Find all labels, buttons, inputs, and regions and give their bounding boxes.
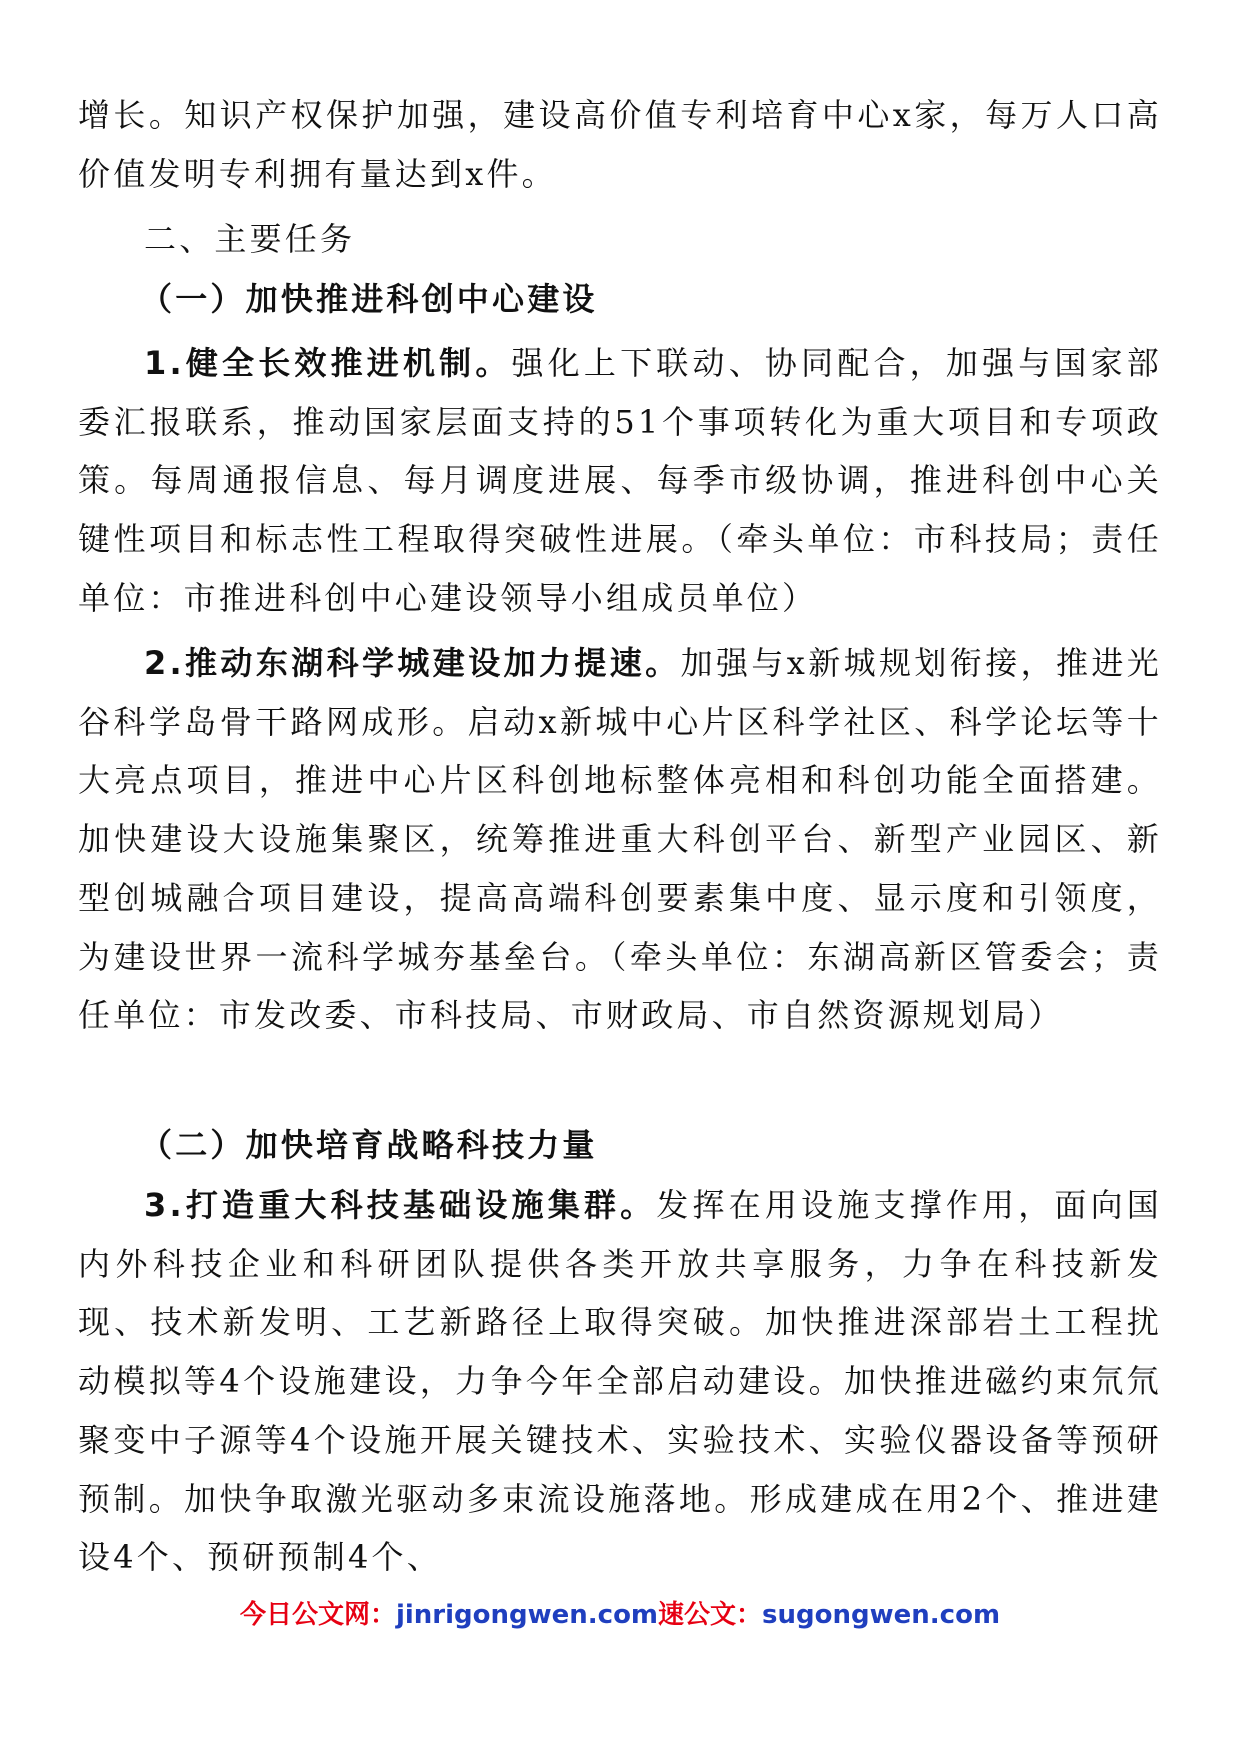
item-3-paragraph <box>78 1176 1162 1587</box>
item-2-paragraph <box>78 634 1162 1045</box>
footer-site2-url[interactable]: sugongwen.com <box>762 1600 1001 1630</box>
subsection-heading-1: （一）加快推进科创中心建设 <box>140 280 598 318</box>
item-1-paragraph <box>78 334 1162 628</box>
item-2-lead: 2.推动东湖科学城建设加力提速。 <box>144 644 681 682</box>
footer-site1-url[interactable]: jinrigongwen.com <box>395 1600 659 1630</box>
item-3-lead: 3.打造重大科技基础设施集群。 <box>144 1186 657 1224</box>
paragraph-continuation: 增长。知识产权保护加强，建设高价值专利培育中心x家，每万人口高价值发明专利拥有量达到x件。 <box>78 96 1162 193</box>
footer-site2-name: 速公文： <box>658 1600 763 1630</box>
subsection-heading-2: （二）加快培育战略科技力量 <box>140 1126 598 1164</box>
footer-site1-name: 今日公文网： <box>239 1600 396 1630</box>
item-1-body: 强化上下联动、协同配合，加强与国家部委汇报联系，推动国家层面支持的51个事项转化为重大项目和专项政策。每周通报信息、每月调度进展、每季市级协调，推进科创中心关键性项目和标志性工程取得突破性进展。（牵头单位：市科技局；责任单位：市推进科创中心建设领导小组成员单位） <box>78 344 1163 617</box>
section-heading: 二、主要任务 <box>144 220 356 258</box>
footer-watermark <box>0 1594 1240 1631</box>
item-1-lead: 1.健全长效推进机制。 <box>144 344 512 382</box>
item-3-body: 发挥在用设施支撑作用，面向国内外科技企业和科研团队提供各类开放共享服务，力争在科技新发现、技术新发明、工艺新路径上取得突破。加快推进深部岩土工程扰动模拟等4个设施建设，力争今年全部启动建设。加快推进磁约束氘氘聚变中子源等4个设施开展关键技术、实验技术、实验仪器设备等预研预制。加快争取激光驱动多束流设施落地。形成建成在用2个、推进建设4个、预研预制4个、 <box>78 1186 1162 1577</box>
item-2-body: 加强与x新城规划衔接，推进光谷科学岛骨干路网成形。启动x新城中心片区科学社区、科学论坛等十大亮点项目，推进中心片区科创地标整体亮相和科创功能全面搭建。加快建设大设施集聚区，统筹推进重大科创平台、新型产业园区、新型创城融合项目建设，提高高端科创要素集中度、显示度和引领度，为建设世界一流科学城夯基垒台。（牵头单位：东湖高新区管委会；责任单位：市发改委、市科技局、市财政局、市自然资源规划局） <box>78 644 1162 1035</box>
